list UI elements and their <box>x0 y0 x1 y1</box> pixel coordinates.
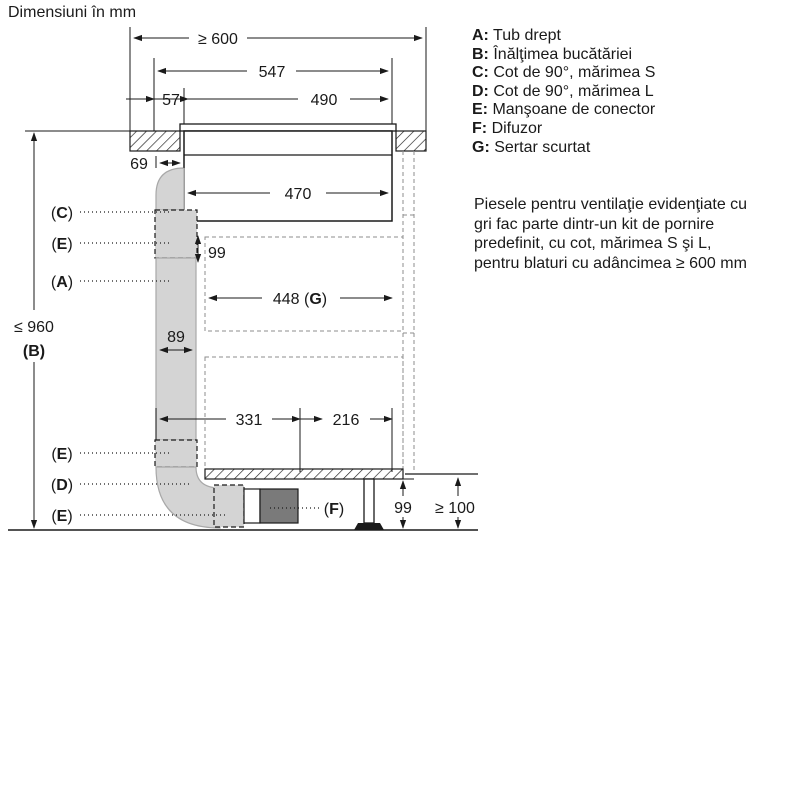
dim-duct-gap: 69 <box>130 156 148 173</box>
dim-min-width: ≥ 600 <box>198 31 238 48</box>
dim-drawer-key: G <box>309 291 322 308</box>
legend-key: G: <box>472 138 490 156</box>
callout-f: (F) <box>323 501 345 518</box>
legend-label: Înălţimea bucătăriei <box>493 45 633 63</box>
note-line: Piesele pentru ventilaţie evidenţiate cu <box>474 196 748 213</box>
dim-drawer-value: 448 ( <box>272 291 310 308</box>
callout-d: (D) <box>50 477 74 494</box>
dim-offset-front: 57 <box>162 92 180 109</box>
hob-unit <box>184 131 392 221</box>
legend-key: B: <box>472 45 489 63</box>
dim-duct-width: 89 <box>167 329 185 346</box>
legend-key: A: <box>472 27 489 44</box>
drawer-upper <box>205 237 403 331</box>
callout-a: (A) <box>50 274 74 291</box>
legend-key: E: <box>472 101 488 119</box>
legend-label: Cot de 90°, mărimea L <box>493 82 654 100</box>
dimension-lines <box>22 27 465 530</box>
callout-e-lower: (E) <box>51 446 73 463</box>
legend-label: Cot de 90°, mărimea S <box>493 64 656 82</box>
cabinet-outline <box>403 151 414 472</box>
dim-kitchen-height: ≤ 960 <box>14 319 54 336</box>
dim-connector-height: 99 <box>208 245 226 262</box>
dim-drawer-close: ) <box>321 291 328 308</box>
connector-sleeve-upper <box>155 210 197 258</box>
note-line: pentru blaturi cu adâncimea ≥ 600 mm <box>474 254 747 272</box>
dim-drawer-depth <box>273 291 327 308</box>
callout-e-upper: (E) <box>51 236 73 253</box>
callout-c: (C) <box>50 205 74 222</box>
note-line: gri fac parte dintr-un kit de pornire <box>474 215 715 233</box>
legend-label: Tub drept <box>493 27 561 44</box>
callout-e-outlet: (E) <box>51 508 73 525</box>
cabinet-base-panel <box>205 469 403 479</box>
diffuser-body <box>244 489 260 523</box>
elbow-s <box>156 168 184 210</box>
legend-label: Sertar scurtat <box>494 138 591 156</box>
connector-sleeve-lower <box>155 440 197 467</box>
cabinet-leg <box>354 479 384 530</box>
dim-min-plinth: ≥ 100 <box>435 500 475 517</box>
connector-sleeve-outlet <box>214 485 244 527</box>
dim-duct-run: 331 <box>235 412 263 429</box>
legend-label: Difuzor <box>491 119 543 137</box>
legend-label: Manşoane de conector <box>492 101 656 119</box>
diffuser <box>260 489 298 523</box>
dim-offset-rear: 490 <box>310 92 338 109</box>
worktop-right <box>396 131 426 151</box>
legend-key: C: <box>472 64 489 82</box>
straight-duct <box>156 258 196 440</box>
legend-key: D: <box>472 82 489 100</box>
page-title: Dimensiuni în mm <box>8 4 137 21</box>
legend-key: F: <box>472 119 488 137</box>
dim-rear-run: 216 <box>332 412 360 429</box>
note-line: predefinit, cu cot, mărimea S şi L, <box>474 235 712 252</box>
hob-glass <box>180 124 396 131</box>
dim-hob-depth: 547 <box>258 64 286 81</box>
dim-kitchen-height-key: (B) <box>22 343 46 360</box>
dim-plinth-height: 99 <box>394 500 412 517</box>
worktop-left <box>130 131 180 151</box>
dim-unit-depth: 470 <box>284 186 312 203</box>
